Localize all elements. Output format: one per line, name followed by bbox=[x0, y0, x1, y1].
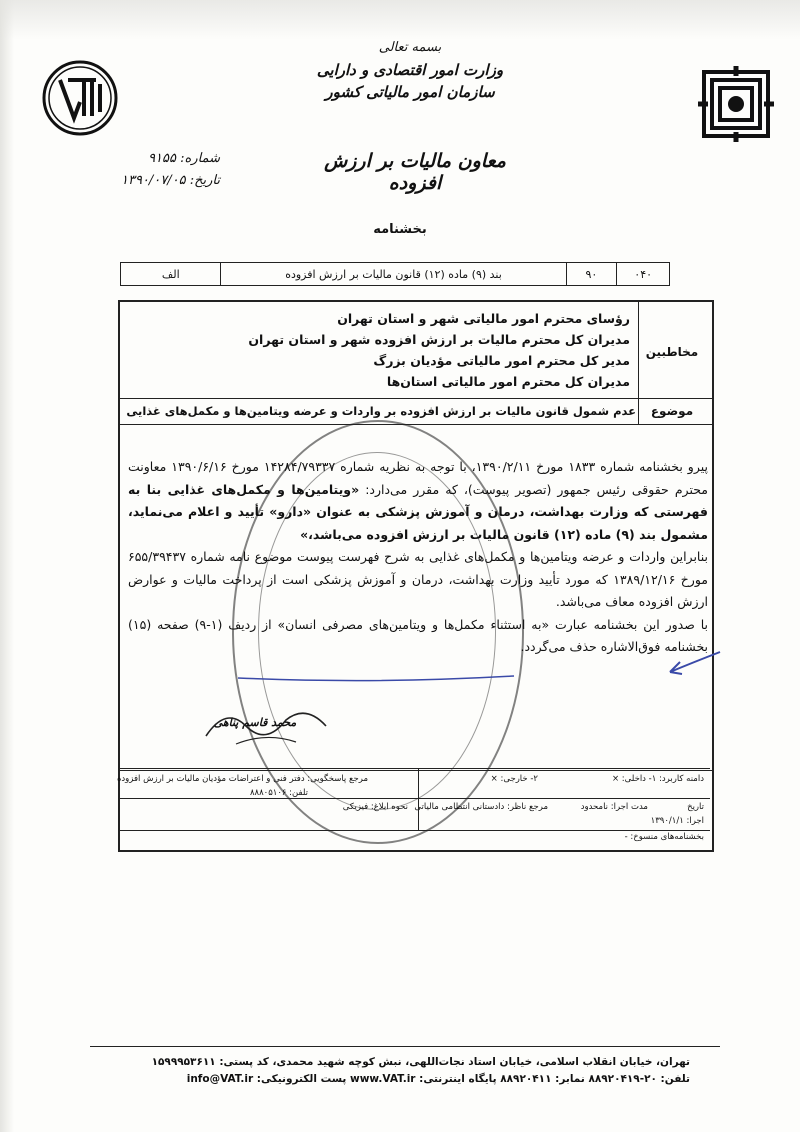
basmala: بسمه تعالی bbox=[378, 40, 442, 55]
index-letter: الف bbox=[161, 267, 180, 281]
body-quote: «ویتامین‌ها و مکمل‌های غذایی بنا به فهرستی که وزارت بهداشت، درمان و آموزش پزشکی به عنوان «دارو» تأیید و اعلام می‌نماید، مشمول بند (۹) ماده (۱۲) قانون مالیات بر ارزش افزوده می‌باشد،» bbox=[128, 481, 708, 542]
addressee-item: مدیران کل محترم امور مالیاتی استان‌ها bbox=[386, 374, 630, 389]
handwritten-signature bbox=[196, 696, 336, 756]
document-title: بخشنامه bbox=[373, 222, 427, 237]
divider bbox=[118, 768, 710, 769]
addressees-label: مخاطبین bbox=[645, 345, 699, 359]
reference-text: مرجع پاسخگویی: دفتر فنی و اعتراضات مؤدیان مالیات بر ارزش افزوده bbox=[116, 774, 368, 784]
vat-logo-icon bbox=[40, 58, 120, 138]
letterhead bbox=[300, 40, 520, 103]
handwritten-arrow-icon bbox=[664, 648, 724, 678]
signature-name: محمد قاسم پناهی bbox=[213, 716, 297, 729]
dameh-text: دامنه کاربرد: ۱- داخلی: × bbox=[611, 774, 704, 784]
divider bbox=[118, 798, 710, 799]
divider bbox=[638, 302, 639, 424]
footer-address bbox=[150, 1054, 690, 1088]
addressee-item: مدیران کل محترم مالیات بر ارزش افزوده شهر و استان تهران bbox=[248, 332, 630, 347]
ministry-name: وزارت امور اقتصادی و دارایی bbox=[316, 61, 504, 79]
divider bbox=[120, 424, 712, 425]
scan-shadow-top bbox=[0, 0, 800, 40]
footer-address-line: تهران، خیابان انقلاب اسلامی، خیابان استاد نجات‌اللهی، نبش کوچه شهید محمدی، کد پستی: ۱۵۹۹۹۵۳۶۱۱ bbox=[151, 1056, 690, 1068]
number-date-block bbox=[80, 148, 220, 192]
index-code: ۰۴۰ bbox=[616, 263, 669, 285]
tax-organization-emblem-icon bbox=[698, 66, 774, 142]
index-year: ۹۰ bbox=[566, 263, 617, 285]
exec-date: اجرا: ۱۳۹۰/۱/۱ bbox=[650, 816, 704, 826]
deputy-title: معاون مالیات بر ارزش افزوده bbox=[324, 150, 506, 194]
addressee-item: رؤسای محترم امور مالیاتی شهر و استان تهران bbox=[337, 311, 630, 326]
notify-text: نحوه ابلاغ: فیزیکی bbox=[342, 802, 408, 812]
body-paragraph: با صدور این بخشنامه عبارت «به استثناء مکمل‌ها و ویتامین‌های مصرفی انسان» از ردیف (۱-۹) صفحه (۱۵) بخشنامه فوق‌الاشاره حذف می‌گردد. bbox=[128, 616, 708, 654]
divider bbox=[120, 398, 712, 399]
circular-index-row bbox=[120, 262, 670, 286]
letter-date: تاریخ: ۱۳۹۰/۰۷/۰۵ bbox=[120, 173, 220, 188]
addressees-list bbox=[170, 308, 630, 392]
subject-label: موضوع bbox=[650, 404, 694, 418]
body-intro: پیرو بخشنامه شماره ۱۸۳۳ مورخ ۱۳۹۰/۲/۱۱، با توجه به نظریه شماره ۱۴۲۸۴/۷۹۳۳۷ مورخ ۱۳۹۰/۶/۱۶ معاونت محترم حقوقی رئیس جمهور (تصویر پیوست)، که مقرر می‌دارد: bbox=[128, 459, 708, 497]
footer-contacts-line: تلفن: ۲۰-۸۸۹۲۰۴۱۹ نمابر: ۸۸۹۲۰۴۱۱ پایگاه اینترنتی: www.VAT.ir پست الکترونیکی: info@VAT.ir bbox=[186, 1073, 690, 1085]
scan-shadow-left bbox=[0, 0, 14, 1132]
divider bbox=[120, 770, 712, 771]
organization-name: سازمان امور مالیاتی کشور bbox=[325, 83, 495, 101]
circular-body bbox=[128, 456, 708, 659]
supervisor-text: مرجع ناظر: دادستانی انتظامی مالیاتی bbox=[414, 802, 548, 812]
body-paragraph: بنابراین واردات و عرضه ویتامین‌ها و مکمل‌های غذایی به شرح فهرست پیوست موضوع نامه شماره ۶۵۵/۳۹۴۳۷ مورخ ۱۳۸۹/۱۲/۱۶ که مورد تأیید وزارت بهداشت، درمان و آموزش پزشکی است از پرداخت مالیات و عوارض ارزش افزوده معاف می‌باشد. bbox=[128, 549, 708, 609]
validity-text: مدت اجرا: نامحدود bbox=[580, 802, 648, 812]
divider bbox=[118, 830, 710, 831]
index-topic: بند (۹) ماده (۱۲) قانون مالیات بر ارزش افزوده bbox=[220, 263, 565, 285]
cancelled-text: بخشنامه‌های منسوخ: - bbox=[624, 832, 704, 842]
handwritten-underline bbox=[236, 672, 516, 686]
footer-divider bbox=[90, 1046, 720, 1047]
letter-number: شماره: ۹۱۵۵ bbox=[148, 151, 220, 166]
phone-text: تلفن: ۸۸۸۰۵۱۰۶ bbox=[249, 788, 308, 798]
external-text: ۲- خارجی: × bbox=[490, 774, 538, 784]
divider bbox=[418, 768, 419, 830]
addressee-item: مدیر کل محترم امور مالیاتی مؤدیان بزرگ bbox=[373, 353, 630, 368]
date-label: تاریخ bbox=[687, 802, 704, 812]
subject-text: عدم شمول قانون مالیات بر ارزش افزوده بر واردات و عرضه ویتامین‌ها و مکمل‌های غذایی bbox=[126, 404, 636, 418]
body-paragraph bbox=[128, 456, 708, 546]
